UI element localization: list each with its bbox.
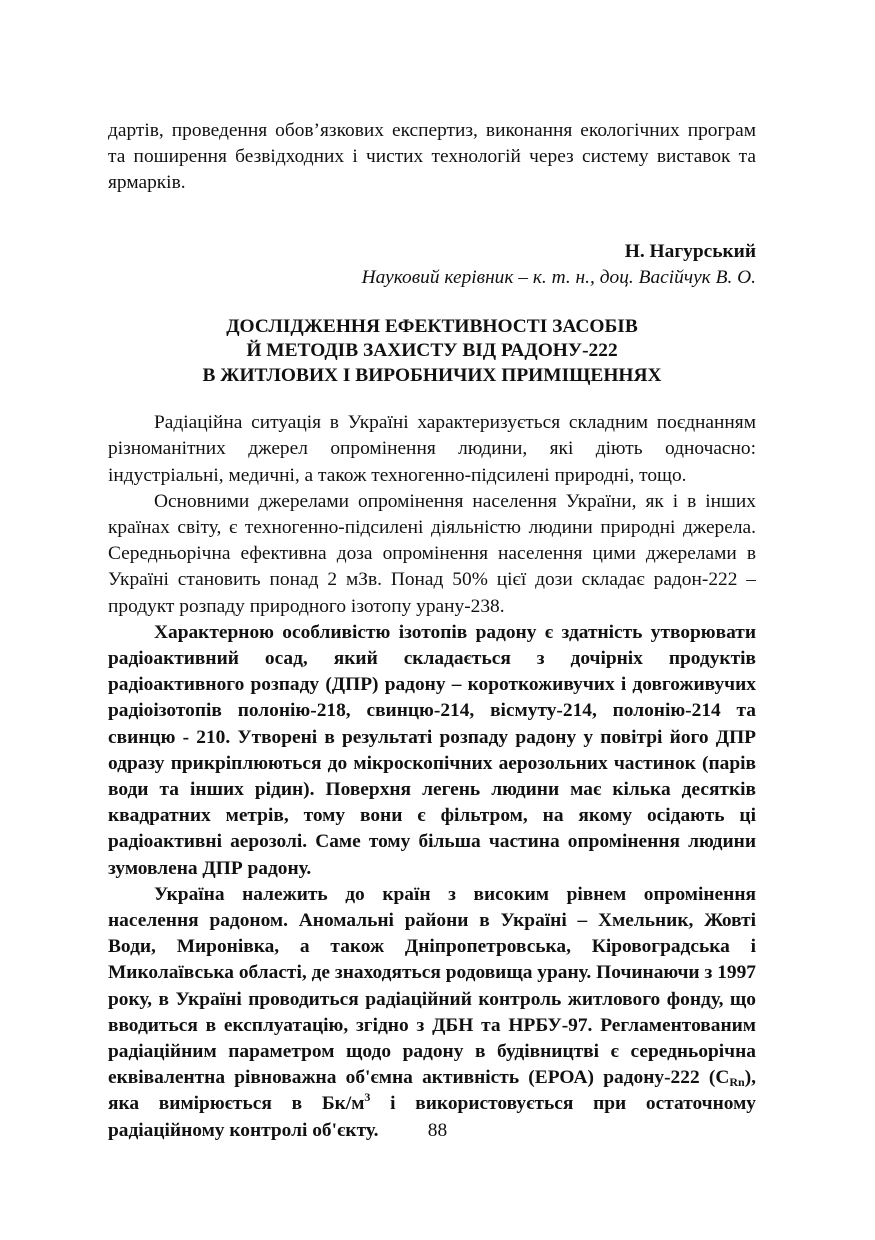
- title-line-1: ДОСЛІДЖЕННЯ ЕФЕКТИВНОСТІ ЗАСОБІВ: [226, 315, 638, 337]
- author-block: [108, 239, 756, 291]
- paragraph-2: Основними джерелами опромінення населення України, як і в інших країнах світу, є техногенно-підсилені діяльністю людини природні джерела. Середньорічна ефективна доза опромінення населення цими джерелами в Україні становить понад 2 мЗв. Понад 50% цієї дози складає радон-222 – продукт розпаду природного ізотопу урану-238.: [108, 490, 756, 617]
- intro-paragraph: дартів, проведення обов’язкових експертиз, виконання екологічних програм та поширення безвідходних і чистих технологій через систему виставок та ярмарків.: [108, 120, 756, 194]
- paragraph-1: Радіаційна ситуація в Україні характеризується складним поєднанням різноманітних джерел опромінення людини, які діють одночасно: індустріальні, медичні, а також техногенно-підсилені природні, тощо.: [108, 412, 756, 486]
- title-line-2: Й МЕТОДІВ ЗАХИСТУ ВІД РАДОНУ-222: [246, 340, 618, 362]
- paragraph-4-end: і використовується при остаточному радіаційному контролі об'єкту.: [108, 1093, 756, 1141]
- paragraph-4: [108, 882, 756, 1144]
- paragraph-3: Характерною особливістю ізотопів радону є здатність утворювати радіоактивний осад, який складається з дочірніх продуктів радіоактивного розпаду (ДПР) радону – короткоживучих і довгоживучих радіоізотопів полонію-218, свинцю-214, вісмуту-214, полонію-214 та свинцю - 210. Утворені в результаті розпаду радону у повітрі його ДПР одразу прикріплюються до мікроскопічних аерозольних частинок (парів води та інших рідин). Поверхня легень людини має кілька десятків квадратних метрів, тому вони є фільтром, на якому осідають ці радіоактивні аерозолі. Саме тому більша частина опромінення людини зумовлена ДПР радону.: [108, 621, 756, 879]
- cubic-superscript: 3: [364, 1090, 371, 1105]
- paragraph-4-mid: ), яка вимірюється в Бк/м: [108, 1067, 756, 1115]
- radon-subscript: Rn: [729, 1075, 745, 1090]
- article-title: [108, 315, 756, 389]
- author-name: Н. Нагурський: [624, 240, 756, 262]
- document-page: [108, 118, 756, 1144]
- page-number: 88: [427, 1120, 448, 1141]
- title-line-3: В ЖИТЛОВИХ І ВИРОБНИЧИХ ПРИМІЩЕННЯХ: [202, 364, 662, 386]
- scientific-advisor: Науковий керівник – к. т. н., доц. Васійчук В. О.: [361, 266, 756, 288]
- paragraph-4-start: Україна належить до країн з високим рівнем опромінення населення радоном. Аномальні райони в Україні – Хмельник, Жовті Води, Миронівка, а також Дніпропетровська, Кіровоградська і Миколаївська області, де знаходяться родовища урану. Починаючи з 1997 року, в Україні проводиться радіаційний контроль житлового фонду, що вводиться в експлуатацію, згідно з ДБН та НРБУ-97. Регламентованим радіаційним параметром щодо радону в будівництві є середньорічна еквівалентна рівноважна об'ємна активність (ЕРОА) радону-222 (C: [108, 883, 756, 1089]
